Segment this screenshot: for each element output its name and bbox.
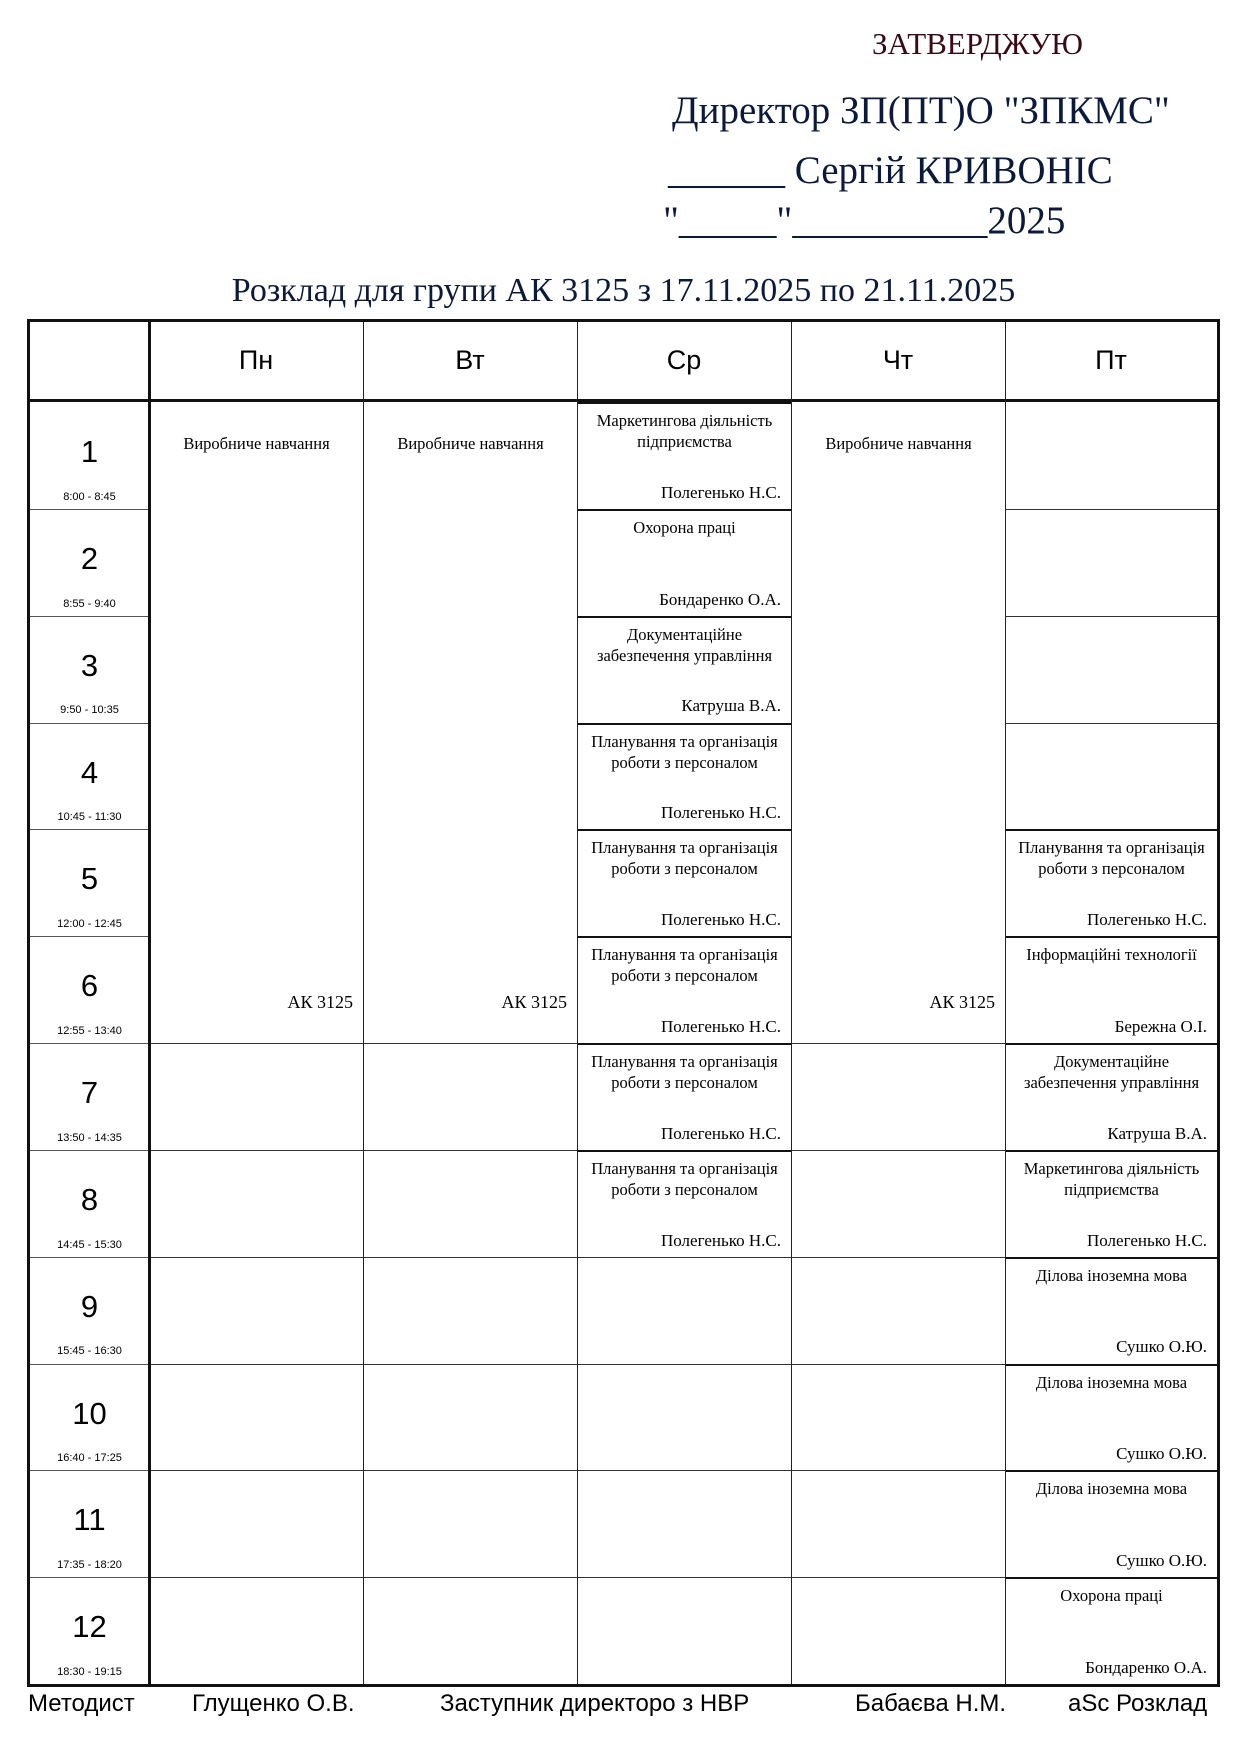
slot-time: 17:35 - 18:20 [57, 1559, 122, 1572]
slot-number: 5 [80, 861, 99, 897]
row-divider [30, 616, 149, 617]
row-divider [30, 1470, 149, 1471]
row-divider [577, 1257, 791, 1258]
row-divider [577, 1364, 791, 1365]
time-slot [30, 1470, 149, 1577]
row-divider [30, 829, 149, 830]
lesson-cell[interactable] [578, 509, 791, 616]
lesson-cell[interactable] [364, 403, 577, 1043]
row-divider [791, 1257, 1005, 1258]
lesson-cell[interactable] [578, 1150, 791, 1257]
lesson-teacher: Бондаренко О.А. [659, 589, 781, 609]
time-slot [30, 1364, 149, 1471]
row-divider [363, 1577, 577, 1578]
row-divider [1005, 509, 1217, 510]
slot-number: 12 [72, 1609, 107, 1645]
lesson-subject: Охорона праці [633, 517, 736, 537]
footer-software: aSc Розклад [1068, 1690, 1208, 1717]
lesson-cell[interactable] [578, 402, 791, 509]
slot-time: 15:45 - 16:30 [57, 1345, 122, 1358]
day-header: Пн [238, 345, 274, 375]
lesson-subject: Маркетингова діяльність підприємства [596, 411, 773, 451]
slot-time: 10:45 - 11:30 [57, 811, 122, 824]
day-header: Вт [455, 345, 485, 375]
row-divider [30, 1150, 149, 1151]
lesson-cell[interactable] [1006, 936, 1217, 1043]
lesson-cell[interactable] [1006, 829, 1217, 936]
lesson-cell[interactable] [1006, 1257, 1217, 1364]
time-slot [30, 1257, 149, 1364]
lesson-subject: Документаційне забезпечення управління [1023, 1052, 1200, 1092]
lesson-subject: Маркетингова діяльність підприємства [1023, 1158, 1200, 1199]
lesson-teacher: Катруша В.А. [1107, 1123, 1207, 1143]
slot-number: 11 [73, 1502, 106, 1538]
lesson-teacher: Полегенько Н.С. [661, 1230, 781, 1250]
lesson-group: АК 3125 [501, 992, 567, 1012]
lesson-cell[interactable] [1006, 1470, 1217, 1577]
lesson-cell[interactable] [1006, 1577, 1217, 1684]
lesson-group: АК 3125 [929, 992, 995, 1012]
row-divider [149, 1470, 363, 1471]
approval-date-line: "_____"__________2025 [663, 199, 1066, 242]
slot-time: 16:40 - 17:25 [57, 1452, 122, 1465]
lesson-subject: Ділова іноземна мова [1035, 1265, 1188, 1285]
lesson-teacher: Полегенько Н.С. [661, 1016, 781, 1036]
slot-number: 9 [80, 1288, 99, 1324]
row-divider [149, 1257, 363, 1258]
slot-time: 13:50 - 14:35 [57, 1131, 122, 1144]
column-divider [148, 322, 151, 1684]
time-slot [30, 723, 149, 830]
lesson-subject: Планування та організація роботи з персоналом [591, 945, 778, 986]
schedule-title: Розклад для групи АК 3125 з 17.11.2025 по 21.11.2025 [231, 272, 1016, 309]
lesson-subject: Виробниче навчання [183, 434, 330, 453]
lesson-cell[interactable] [1006, 1043, 1217, 1150]
row-divider [363, 1150, 577, 1151]
approval-heading: ЗАТВЕРДЖУЮ [872, 26, 1083, 61]
slot-time: 8:55 - 9:40 [63, 597, 116, 610]
row-divider [791, 1043, 1005, 1044]
lesson-teacher: Полегенько Н.С. [1087, 1230, 1207, 1250]
row-divider [30, 1364, 149, 1365]
row-divider [1005, 723, 1217, 724]
approval-position: Директор ЗП(ПТ)О "ЗПКМС" [672, 89, 1170, 132]
slot-number: 10 [72, 1395, 107, 1431]
slot-time: 9:50 - 10:35 [60, 704, 119, 717]
row-divider [577, 1577, 791, 1578]
footer-deputy-name: Бабаєва Н.М. [855, 1690, 1007, 1717]
lesson-teacher: Бондаренко О.А. [1085, 1657, 1207, 1677]
lesson-subject: Планування та організація роботи з персоналом [591, 731, 778, 772]
lesson-teacher: Сушко О.Ю. [1116, 1444, 1207, 1464]
column-divider [1005, 322, 1006, 1684]
time-slot [30, 1577, 149, 1684]
lesson-subject: Виробниче навчання [825, 434, 972, 453]
lesson-teacher: Сушко О.Ю. [1116, 1551, 1207, 1571]
slot-time: 12:55 - 13:40 [57, 1024, 122, 1037]
row-divider [149, 1577, 363, 1578]
lesson-subject: Виробниче навчання [397, 434, 544, 453]
lesson-subject: Планування та організація роботи з персоналом [591, 1052, 778, 1092]
lesson-teacher: Полегенько Н.С. [661, 803, 781, 823]
time-slot [30, 1150, 149, 1257]
time-slot [30, 402, 149, 509]
lesson-subject: Документаційне забезпечення управління [596, 624, 773, 665]
lesson-teacher: Сушко О.Ю. [1116, 1337, 1207, 1357]
lesson-teacher: Бережна О.І. [1114, 1016, 1207, 1036]
slot-number: 8 [80, 1181, 99, 1217]
column-divider [363, 322, 364, 1684]
day-header: Ср [666, 345, 702, 375]
slot-number: 3 [80, 647, 99, 683]
lesson-teacher: Полегенько Н.С. [661, 482, 781, 502]
row-divider [791, 1364, 1005, 1365]
slot-time: 12:00 - 12:45 [57, 918, 122, 931]
row-divider [149, 1364, 363, 1365]
day-header: Чт [882, 345, 914, 375]
lesson-cell[interactable] [578, 616, 791, 723]
row-divider [363, 1364, 577, 1365]
slot-number: 1 [80, 434, 99, 469]
slot-number: 7 [80, 1075, 99, 1110]
lesson-subject: Планування та організація роботи з персоналом [1018, 838, 1205, 879]
row-divider [30, 509, 149, 510]
lesson-teacher: Полегенько Н.С. [661, 910, 781, 930]
row-divider [1005, 616, 1217, 617]
lesson-teacher: Катруша В.А. [681, 696, 781, 716]
slot-number: 4 [80, 754, 99, 790]
lesson-teacher: Полегенько Н.С. [1087, 910, 1207, 930]
time-slot [30, 1043, 149, 1150]
lesson-cell[interactable] [578, 1043, 791, 1150]
approval-signature-line: ______ Сергій КРИВОНІС [668, 149, 1113, 192]
row-divider [363, 1043, 577, 1044]
lesson-cell[interactable] [1006, 1150, 1217, 1257]
slot-number: 6 [80, 968, 99, 1004]
column-divider [577, 322, 578, 1684]
lesson-subject: Ділова іноземна мова [1035, 1372, 1188, 1392]
row-divider [791, 1577, 1005, 1578]
lesson-subject: Ділова іноземна мова [1035, 1479, 1188, 1499]
row-divider [30, 723, 149, 724]
lesson-subject: Планування та організація роботи з персоналом [591, 838, 778, 879]
slot-time: 8:00 - 8:45 [63, 490, 116, 503]
time-slot [30, 936, 149, 1043]
row-divider [363, 1257, 577, 1258]
schedule-table [27, 319, 1220, 1687]
lesson-subject: Інформаційні технології [1026, 945, 1197, 965]
row-divider [149, 1150, 363, 1151]
column-divider [791, 322, 792, 1684]
day-header: Пт [1095, 345, 1127, 375]
row-divider [577, 1470, 791, 1471]
lesson-cell[interactable] [578, 829, 791, 936]
time-slot [30, 509, 149, 616]
row-divider [30, 1577, 149, 1578]
row-divider [30, 1043, 149, 1044]
lesson-subject: Охорона праці [1060, 1586, 1163, 1606]
row-divider [363, 1470, 577, 1471]
lesson-cell[interactable] [1006, 1364, 1217, 1471]
lesson-cell[interactable] [578, 723, 791, 830]
row-divider [791, 1470, 1005, 1471]
lesson-cell[interactable] [150, 403, 363, 1043]
lesson-group: АК 3125 [287, 992, 353, 1012]
slot-time: 14:45 - 15:30 [57, 1238, 122, 1251]
footer-methodist-name: Глущенко О.В. [192, 1690, 355, 1717]
time-slot [30, 829, 149, 936]
lesson-subject: Планування та організація роботи з персоналом [591, 1158, 778, 1199]
footer-deputy-label: Заступник директоро з НВР [440, 1690, 750, 1717]
slot-time: 18:30 - 19:15 [57, 1665, 122, 1678]
time-slot [30, 616, 149, 723]
row-divider [30, 936, 149, 937]
slot-number: 2 [80, 540, 99, 576]
row-divider [30, 1257, 149, 1258]
footer-methodist-label: Методист [28, 1690, 135, 1717]
lesson-cell[interactable] [578, 936, 791, 1043]
lesson-cell[interactable] [792, 403, 1005, 1043]
lesson-teacher: Полегенько Н.С. [661, 1123, 781, 1143]
row-divider [791, 1150, 1005, 1151]
row-divider [149, 1043, 363, 1044]
